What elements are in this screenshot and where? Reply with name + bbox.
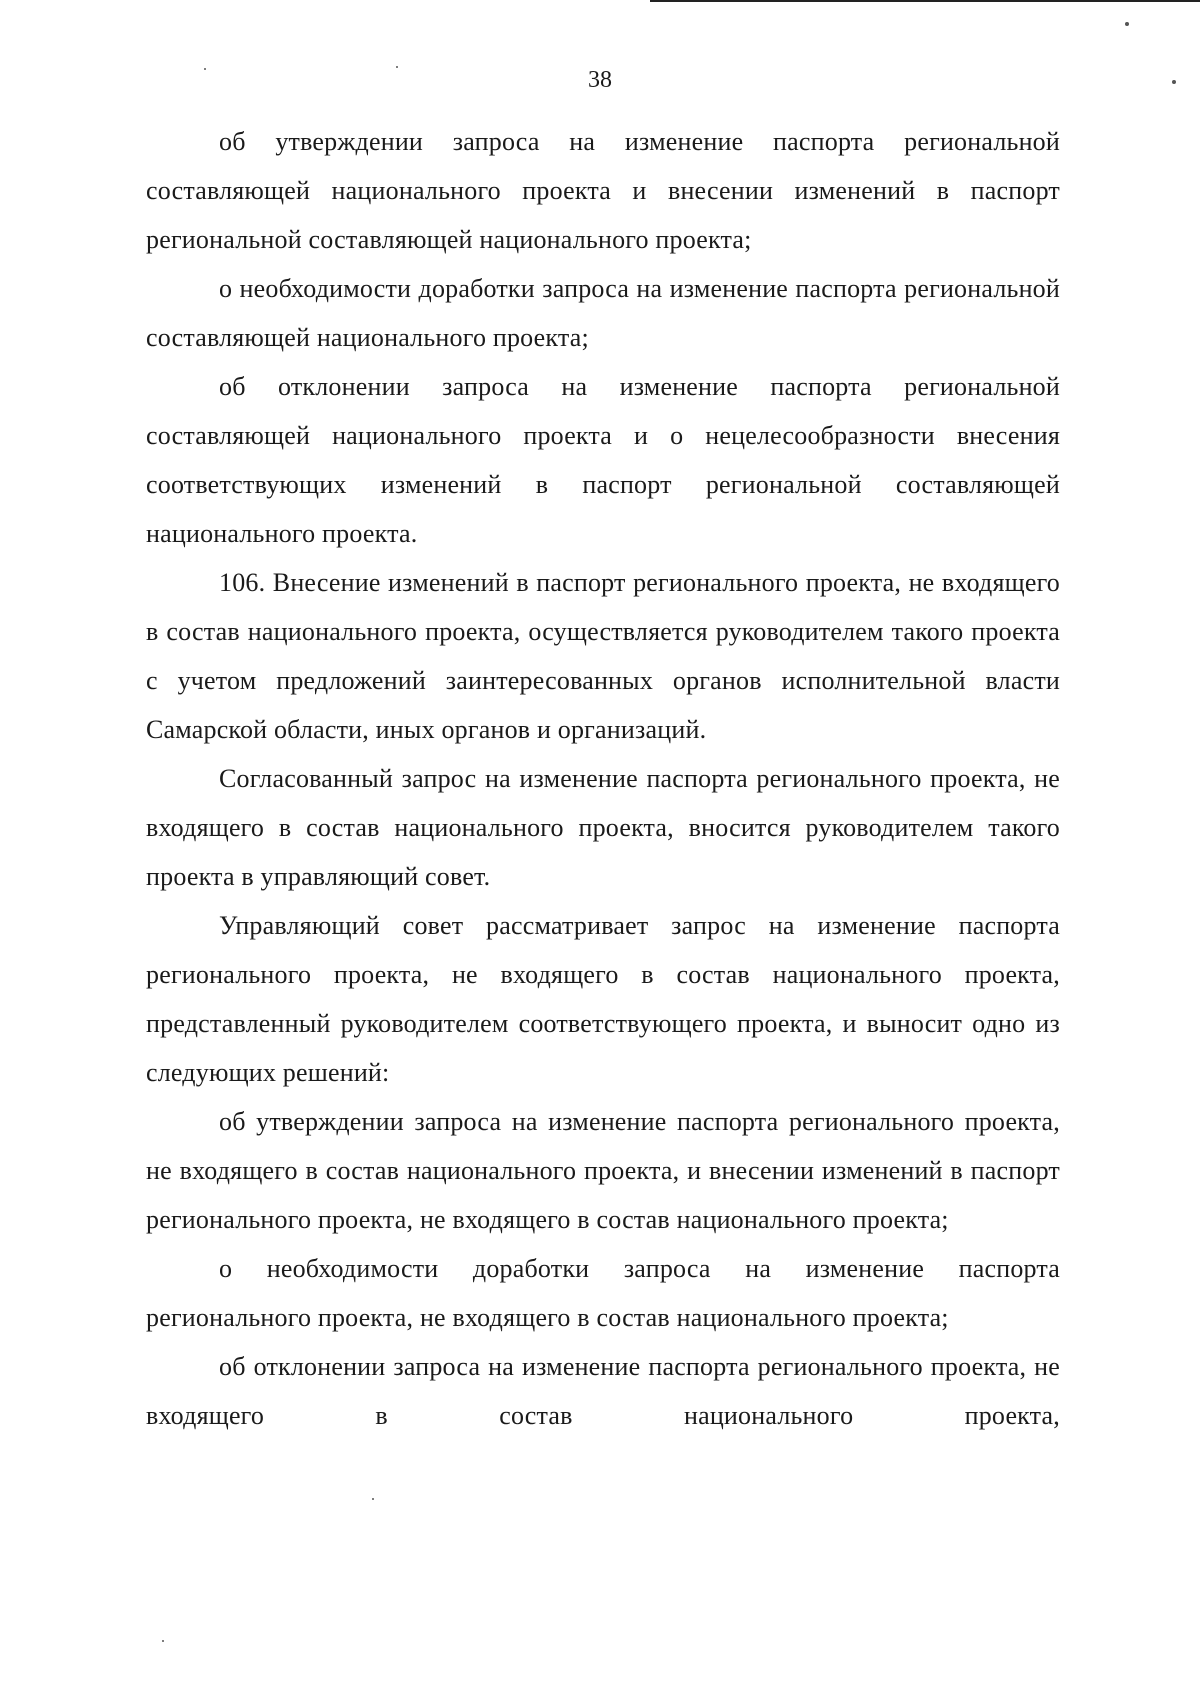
paragraph-rejection-regional-component: об отклонении запроса на изменение паспорта региональной составляющей национального проекта и о нецелесообразности внесения соответствующих изменений в паспорт региональной составляющей национального проекта. [146,372,1060,548]
paragraph-clause-106: 106. Внесение изменений в паспорт регионального проекта, не входящего в состав национального проекта, осуществляется руководителем такого проекта с учетом предложений заинтересованных органов исполнительной власти Самарской области, иных органов и организаций. [146,568,1060,744]
scan-speck [162,1640,164,1642]
scan-speck [204,68,206,70]
paragraph-agreed-request: Согласованный запрос на изменение паспорта регионального проекта, не входящего в состав национального проекта, вносится руководителем такого проекта в управляющий совет. [146,764,1060,891]
scan-speck [396,66,398,68]
paragraph-revision-regional-component: о необходимости доработки запроса на изменение паспорта региональной составляющей национального проекта; [146,274,1060,352]
scan-speck [372,1498,374,1500]
document-body [146,117,1060,1440]
scan-speck [1172,80,1176,84]
paragraph-revision-regional-project: о необходимости доработки запроса на изменение паспорта регионального проекта, не входящего в состав национального проекта; [146,1254,1060,1332]
paragraph-approval-regional-component: об утверждении запроса на изменение паспорта региональной составляющей национального проекта и внесении изменений в паспорт региональной составляющей национального проекта; [146,127,1060,254]
page-number: 38 [588,67,612,93]
paragraph-rejection-regional-project: об отклонении запроса на изменение паспорта регионального проекта, не входящего в состав национального проекта, [146,1352,1060,1430]
paragraph-council-review: Управляющий совет рассматривает запрос на изменение паспорта регионального проекта, не входящего в состав национального проекта, представленный руководителем соответствующего проекта, и выносит одно из следующих решений: [146,911,1060,1087]
scan-edge-line [650,0,1200,2]
paragraph-approval-regional-project: об утверждении запроса на изменение паспорта регионального проекта, не входящего в состав национального проекта, и внесении изменений в паспорт регионального проекта, не входящего в состав национального проекта; [146,1107,1060,1234]
scan-speck [1125,22,1129,26]
